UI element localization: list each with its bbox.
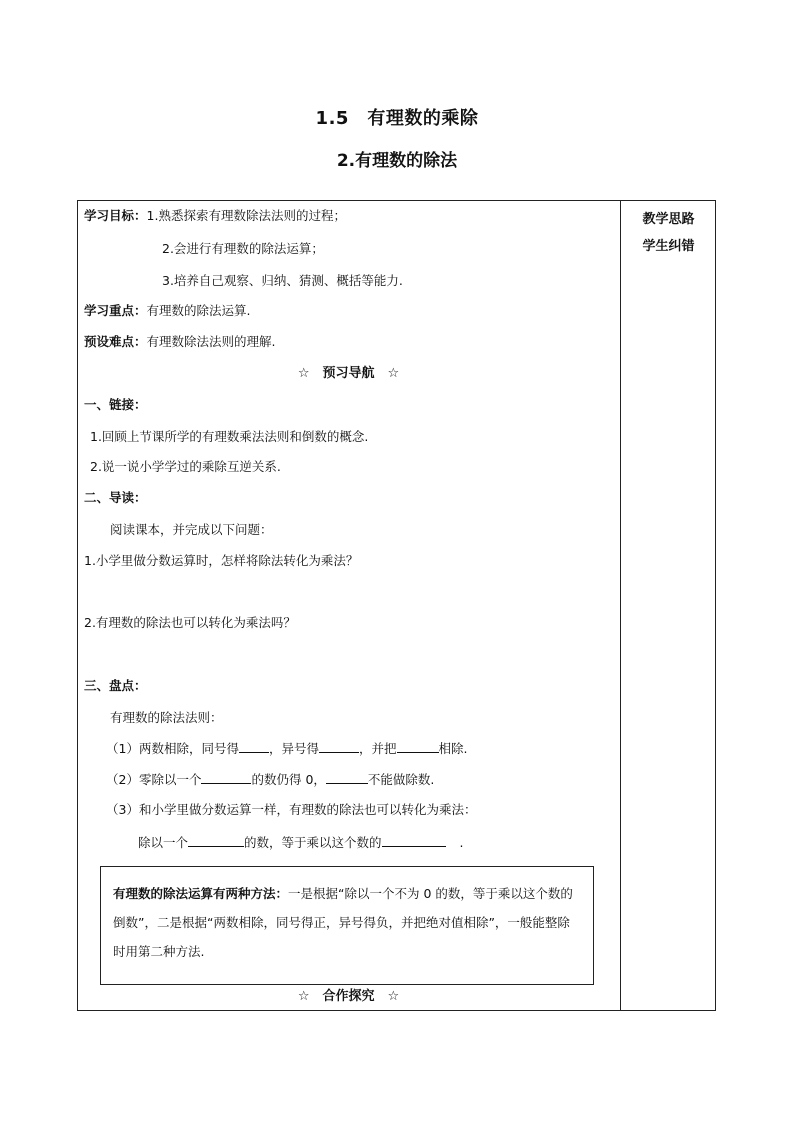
side-column-header xyxy=(621,206,716,260)
objective-3: 3.培养自己观察、归纳、猜测、概括等能力. xyxy=(162,273,403,288)
side-label-corrections: 学生纠错 xyxy=(642,239,695,254)
key-point-text: 有理数的除法运算. xyxy=(146,303,251,318)
guide-question-2: 2.有理数的除法也可以转化为乘法吗？ xyxy=(84,615,296,630)
difficulty-text: 有理数除法法则的理解. xyxy=(146,334,276,349)
difficulty-row xyxy=(84,334,276,350)
rule-3-blank-reciprocal[interactable] xyxy=(382,834,446,847)
objective-2: 2.会进行有理数的除法运算； xyxy=(162,241,324,256)
summary-intro: 有理数的除法法则： xyxy=(110,710,223,725)
objectives-row xyxy=(84,208,346,224)
rule-2-text-b: 的数仍得 0， xyxy=(251,772,326,787)
rule-3-detail xyxy=(138,834,464,851)
link-item-1: 1.回顾上节课所学的有理数乘法法则和倒数的概念. xyxy=(90,429,369,444)
rule-1-blank-same-sign[interactable] xyxy=(239,740,269,753)
rule-1-blank-diff-sign[interactable] xyxy=(319,740,359,753)
rule-3-text-b: 的数，等于乘以这个数的 xyxy=(244,835,382,850)
rule-3: （3）和小学里做分数运算一样，有理数的除法也可以转化为乘法： xyxy=(106,802,477,817)
link-item-2: 2.说一说小学学过的乘除互逆关系. xyxy=(90,459,281,474)
rule-2 xyxy=(106,771,434,788)
rule-2-text-a: （2）零除以一个 xyxy=(106,772,202,787)
method-tip-box xyxy=(100,866,594,985)
rule-1 xyxy=(106,740,467,757)
rule-1-text-b: ，异号得 xyxy=(268,741,319,756)
cooperate-nav-heading: ☆ 合作探究 ☆ xyxy=(297,989,400,1004)
preview-nav-heading: ☆ 预习导航 ☆ xyxy=(297,366,400,381)
rule-1-text-a: （1）两数相除，同号得 xyxy=(106,741,239,756)
rule-2-blank-nonzero[interactable] xyxy=(201,771,251,784)
objectives-label: 学习目标： xyxy=(84,208,147,223)
lesson-title: 1.5 有理数的乘除 xyxy=(315,108,479,129)
rule-1-text-c: ，并把 xyxy=(358,741,397,756)
difficulty-label: 预设难点： xyxy=(84,334,147,349)
method-tip-label: 有理数的除法运算有两种方法： xyxy=(113,886,289,901)
key-point-label: 学习重点： xyxy=(84,303,147,318)
rule-2-blank-zero[interactable] xyxy=(326,771,368,784)
section-link-heading: 一、链接： xyxy=(84,397,147,412)
section-summary-heading: 三、盘点： xyxy=(84,678,147,693)
key-point-row xyxy=(84,303,251,319)
side-label-teaching: 教学思路 xyxy=(642,212,695,227)
rule-3-text-c: . xyxy=(459,835,464,850)
section-guide-heading: 二、导读： xyxy=(84,490,147,505)
rule-1-text-d: 相除. xyxy=(438,741,468,756)
objective-1: 1.熟悉探索有理数除法法则的过程； xyxy=(146,208,346,223)
guide-intro: 阅读课本，并完成以下问题： xyxy=(110,522,273,537)
rule-2-text-c: 不能做除数. xyxy=(367,772,435,787)
rule-3-text-a: 除以一个 xyxy=(138,835,189,850)
rule-3-blank-nonzero[interactable] xyxy=(188,834,244,847)
guide-question-1: 1.小学里做分数运算时，怎样将除法转化为乘法？ xyxy=(84,553,359,568)
lesson-subtitle: 2.有理数的除法 xyxy=(336,151,458,171)
method-tip-text: 一是根据“除以一个不为 0 的数，等于乘以这个数的倒数”，二是根据“两数相除，同号得正，异号得负，并把绝对值相除”，一般能整除时用第二种方法. xyxy=(113,886,573,959)
rule-1-blank-divide[interactable] xyxy=(397,740,439,753)
column-divider xyxy=(620,200,621,1011)
